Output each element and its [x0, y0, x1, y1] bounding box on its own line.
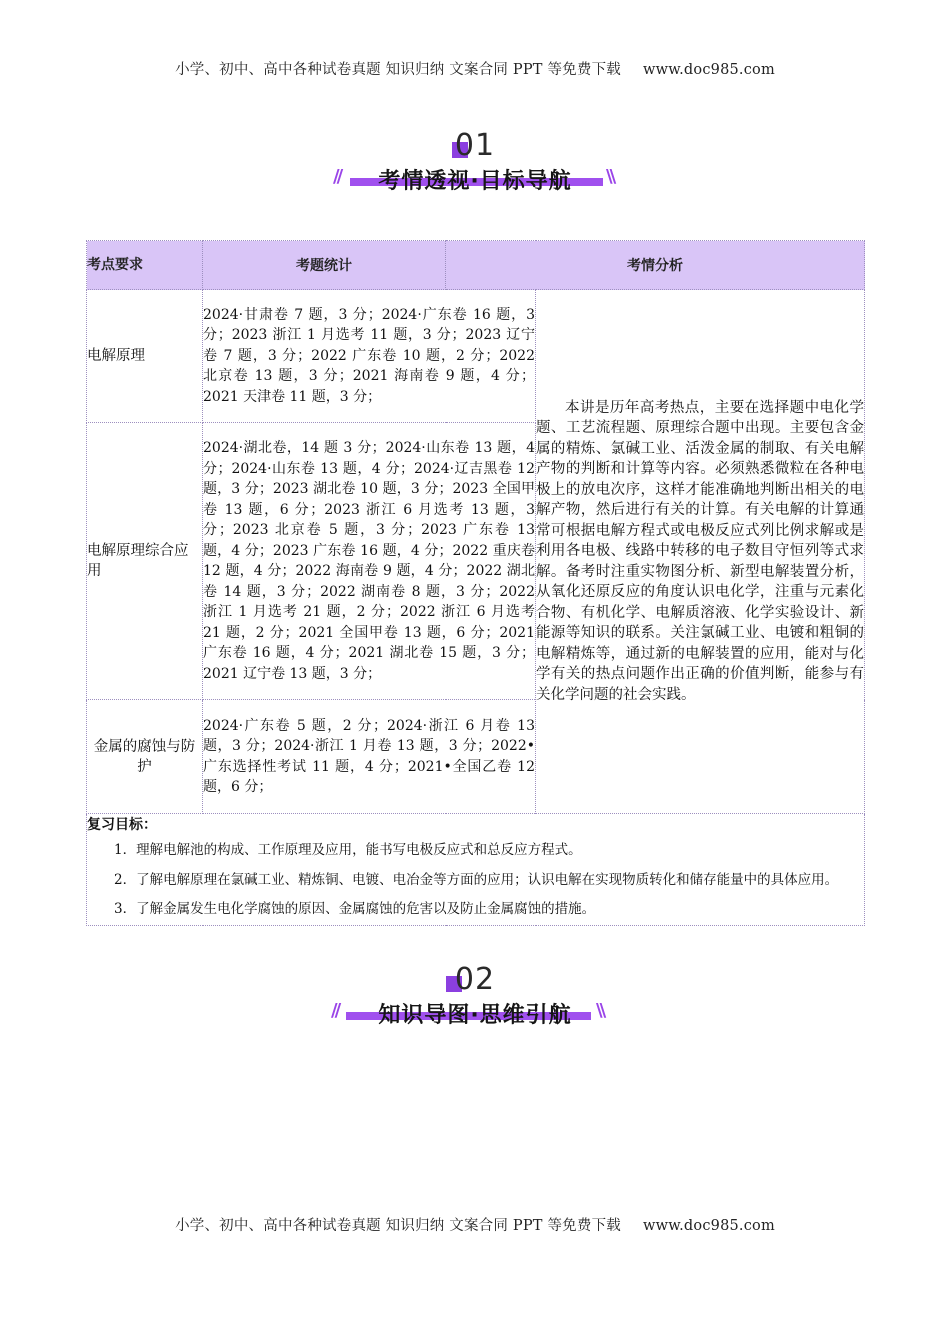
statistics-cell: 2024·甘肃卷 7 题，3 分；2024·广东卷 16 题，3 分；2023 浙江 1 月选考 11 题，3 分；2023 辽宁卷 7 题，3 分；2022 广东卷 10 题，2 分；2022 北京卷 13 题，3 分；2021 海南卷 9 题，4 分；2021 天津卷 11 题，3 分； [203, 290, 536, 423]
review-goals-row [87, 814, 865, 926]
table-row [87, 290, 865, 423]
review-goal-item: 1．理解电解池的构成、工作原理及应用，能书写电极反应式和总反应方程式。 [114, 842, 582, 858]
left-slash-decoration: // [331, 1000, 339, 1021]
section-01-banner [0, 128, 950, 208]
footer-text: 小学、初中、高中各种试卷真题 知识归纳 文案合同 PPT 等免费下载 [175, 1218, 621, 1234]
review-goals-heading: 复习目标： [87, 817, 157, 833]
header-url[interactable]: www.doc985.com [642, 62, 775, 78]
review-goal-item: 3．了解金属发生电化学腐蚀的原因、金属腐蚀的危害以及防止金属腐蚀的措施。 [114, 901, 596, 917]
page-footer [0, 1214, 950, 1235]
right-slash-decoration: \\ [596, 1000, 604, 1021]
exam-analysis-table [86, 240, 865, 926]
table-header-row [87, 241, 865, 290]
requirement-cell: 电解原理综合应用 [87, 423, 203, 700]
statistics-cell: 2024·广东卷 5 题，2 分；2024·浙江 6 月卷 13 题，3 分；2024·浙江 1 月卷 13 题，3 分；2022•广东选择性考试 11 题，4 分；2021•全国乙卷 12 题，6 分； [203, 700, 536, 814]
header-statistics: 考题统计 [203, 241, 446, 290]
statistics-cell: 2024·湖北卷，14 题 3 分；2024·山东卷 13 题，4 分；2024·山东卷 13 题，4 分；2024·辽吉黑卷 12 题，3 分；2023 湖北卷 10 题，3 分；2023 全国甲卷 13 题，6 分；2023 浙江 6 月选考 13 题，3 分；2023 北京卷 5 题，3 分；2023 广东卷 13 题，4 分；2023 广东卷 16 题，4 分；2022 重庆卷 12 题，4 分；2022 海南卷 9 题，4 分；2022 湖北卷 14 题，3 分；2022 湖南卷 8 题，3 分；2022 浙江 1 月选考 21 题，2 分；2022 浙江 6 月选考 21 题，2 分；2021 全国甲卷 13 题，6 分；2021 广东卷 16 题，4 分；2021 湖北卷 15 题，3 分；2021 辽宁卷 13 题，3 分； [203, 423, 536, 700]
header-text: 小学、初中、高中各种试卷真题 知识归纳 文案合同 PPT 等免费下载 [175, 62, 621, 78]
analysis-text: 本讲是历年高考热点，主要在选择题中电化学题、工艺流程题、原理综合题中出现。主要包含金属的精炼、氯碱工业、活泼金属的制取、有关电解产物的判断和计算等内容。必须熟悉微粒在各种电极上的放电次序，这样才能准确地判断出相关的电解产物，然后进行有关的计算。有关电解的计算通常可根据电解方程式或电极反应式列比例求解或是利用各电极、线路中转移的电子数目守恒列等式求解。备考时注重实物图分析、新型电解装置分析，从氧化还原反应的角度认识电化学，注重与元素化合物、有机化学、电解质溶液、化学实验设计、新能源等知识的联系。关注氯碱工业、电镀和粗铜的电解精炼等，通过新的电解装置的应用，能对与化学有关的热点问题作出正确的价值判断，能参与有关化学问题的社会实践。 [536, 399, 864, 703]
section-title: 知识导图·思维引航 [378, 1003, 572, 1028]
section-number: 01 [454, 128, 496, 163]
right-slash-decoration: \\ [606, 166, 614, 187]
requirement-cell: 金属的腐蚀与防护 [87, 700, 203, 814]
section-02-banner [0, 962, 950, 1042]
review-goals-cell [87, 814, 865, 926]
left-slash-decoration: // [333, 166, 341, 187]
section-title: 考情透视·目标导航 [378, 169, 572, 194]
header-analysis: 考情分析 [446, 241, 865, 290]
analysis-cell [536, 290, 865, 814]
header-requirement: 考点要求 [87, 241, 203, 290]
review-goal-item: 2．了解电解原理在氯碱工业、精炼铜、电镀、电冶金等方面的应用；认识电解在实现物质转化和储存能量中的具体应用。 [114, 871, 839, 888]
requirement-cell: 电解原理 [87, 290, 203, 423]
footer-url[interactable]: www.doc985.com [642, 1218, 775, 1234]
section-number: 02 [454, 962, 496, 997]
page-header [0, 58, 950, 79]
